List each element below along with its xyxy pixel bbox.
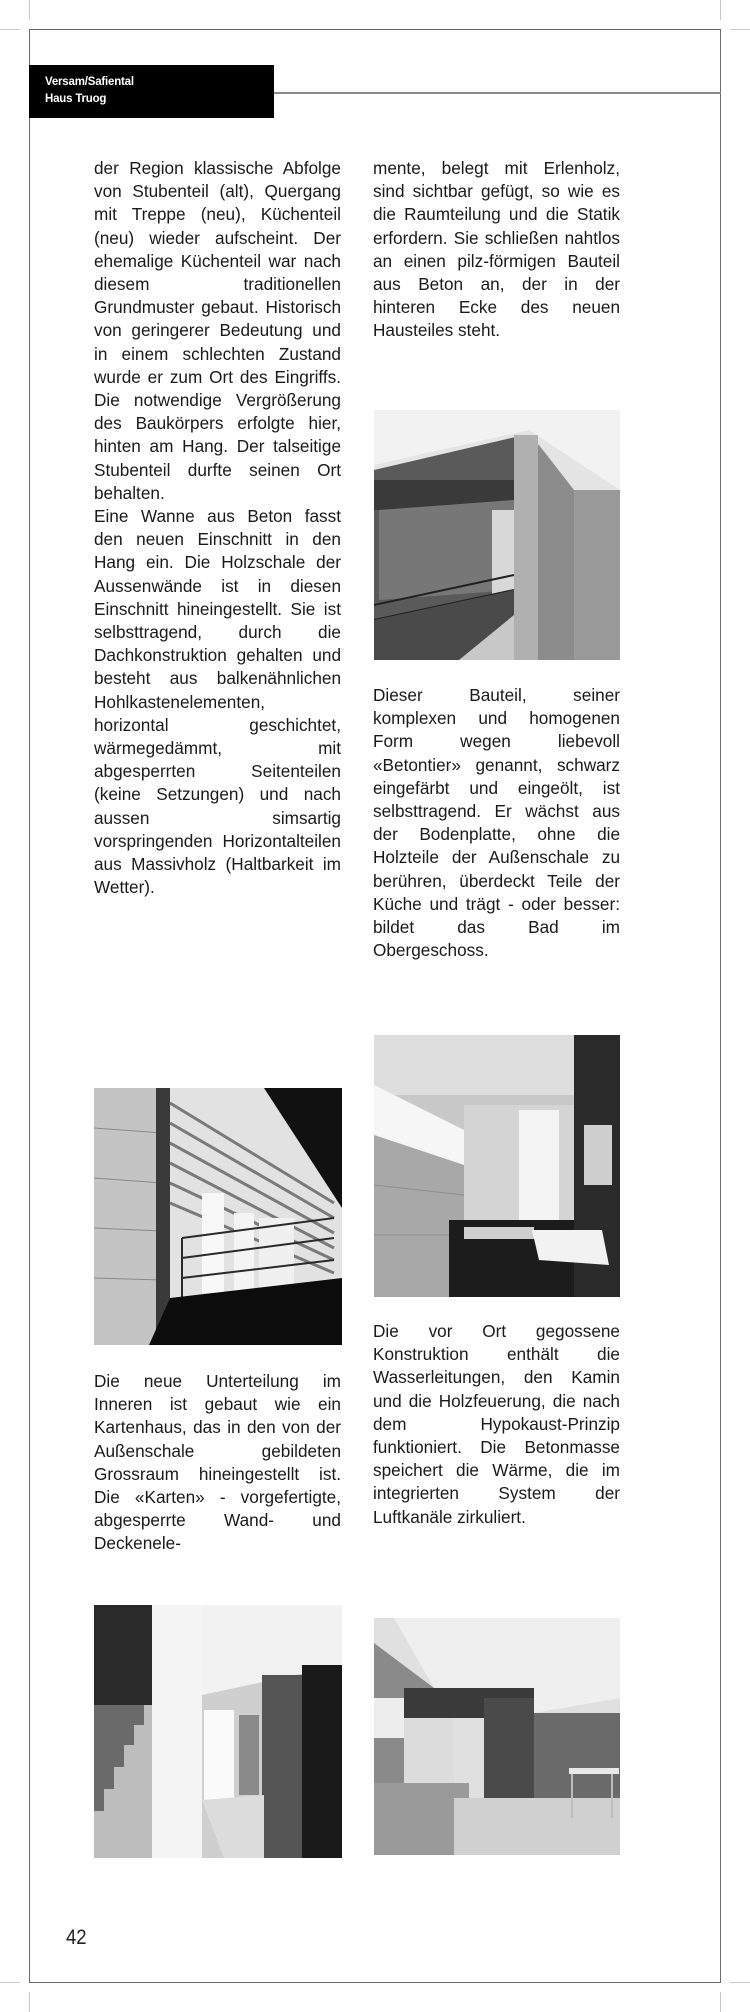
photo-living-area <box>374 1618 620 1855</box>
paragraph: mente, belegt mit Erlenholz, sind sichtbar gefügt, so wie es die Raumteilung und die Statik erfordern. Sie schließen nahtlos an einen pilz-förmigen Bauteil aus Beton an, der in der hinteren Ecke des neuen Hausteiles steht. <box>373 158 620 341</box>
crop-mark <box>29 0 30 20</box>
paragraph: Die vor Ort gegossene Konstruktion enthält die Wasserleitungen, den Kamin und die Holzfeuerung, die nach dem Hypokaust-Prinzip funktioniert. Die Betonmasse speichert die Wärme, die im integrierten System der Luftkanäle zirkuliert. <box>373 1321 620 1527</box>
right-column-text-middle <box>373 684 620 962</box>
left-column-text <box>94 157 341 900</box>
right-column-text-bottom <box>373 1320 620 1529</box>
crop-mark <box>730 29 750 30</box>
paragraph: der Region klassische Abfolge von Stubenteil (alt), Quergang mit Treppe (neu), Küchenteil (neu) wieder aufscheint. Der ehemalige Küchenteil war nach diesem traditionellen Grundmuster gebaut. Historisch von geringerer Bedeutung und in einem schlechten Zustand wurde er zum Ort des Eingriffs. Die notwendige Vergrößerung des Baukörpers erfolgte hier, hinten am Hang. Der talseitige Stubenteil durfte seinen Ort behalten. <box>94 158 341 503</box>
photo-staircase-corridor <box>94 1605 342 1858</box>
header-project: Haus Truog <box>45 93 107 105</box>
paragraph: Dieser Bauteil, seiner komplexen und homogenen Form wegen liebevoll «Betontier» genannt, schwarz eingefärbt und eingeölt, ist selbsttragend. Er wächst aus der Bodenplatte, ohne die Holzteile der Außenschale zu berühren, überdeckt Teile der Küche und trägt - oder besser: bildet das Bad im Obergeschoss. <box>373 685 620 961</box>
paragraph: Eine Wanne aus Beton fasst den neuen Einschnitt in den Hang ein. Die Holzschale der Aussenwände ist in diesen Einschnitt hineingestellt. Sie ist selbsttragend, durch die Dachkonstruktion gehalten und besteht aus balkenähnlichen Hohlkastenelementen, horizontal geschichtet, wärmegedämmt, mit abgesperrten Seitenteilen (keine Setzungen) und nach aussen simsartig vorspringenden Horizontalteilen aus Massivholz (Haltbarkeit im Wetter). <box>94 506 341 898</box>
crop-mark <box>29 1992 30 2012</box>
crop-mark <box>0 29 20 30</box>
photo-exterior-timber-wall <box>94 1088 342 1345</box>
crop-mark <box>720 1992 721 2012</box>
header-location: Versam/Safiental <box>45 76 134 88</box>
section-header <box>29 65 274 118</box>
left-column-text-lower <box>94 1370 341 1556</box>
crop-mark <box>730 1982 750 1983</box>
header-rule <box>274 92 721 94</box>
photo-concrete-volume <box>374 410 620 660</box>
photo-bathroom <box>374 1035 620 1297</box>
crop-mark <box>720 0 721 20</box>
crop-mark <box>0 1982 20 1983</box>
right-column-text <box>373 157 620 343</box>
paragraph: Die neue Unterteilung im Inneren ist gebaut wie ein Kartenhaus, das in den von der Außenschale gebildeten Grossraum hineingestellt ist. Die «Karten» - vorgefertigte, abgesperrte Wand- und Deckenele- <box>94 1371 341 1554</box>
page-number: 42 <box>66 1926 87 1949</box>
